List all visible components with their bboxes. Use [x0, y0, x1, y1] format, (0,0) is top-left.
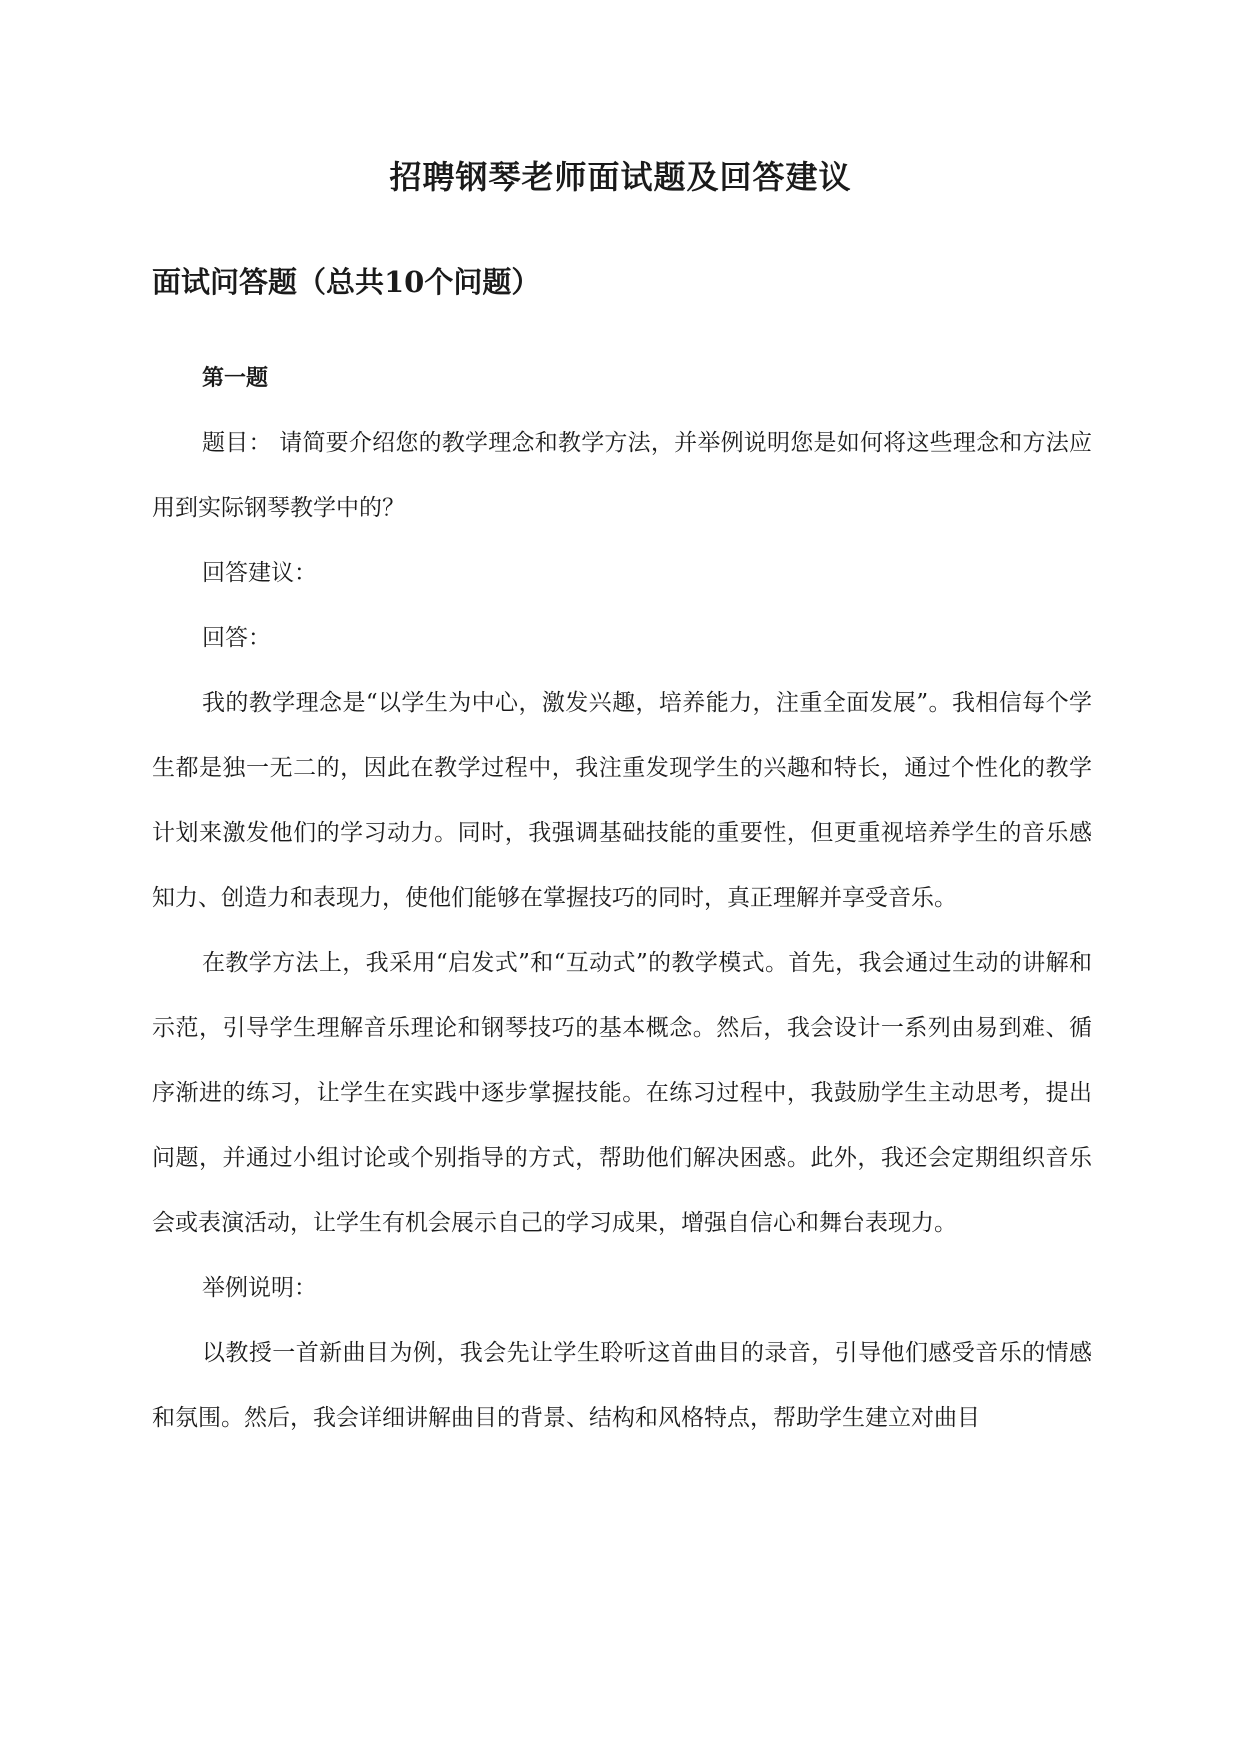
answer-paragraph: 在教学方法上，我采用“启发式”和“互动式”的教学模式。首先，我会通过生动的讲解和示范，引导学生理解音乐理论和钢琴技巧的基本概念。然后，我会设计一系列由易到难、循序渐进的练习，让学生在实践中逐步掌握技能。在练习过程中，我鼓励学生主动思考，提出问题，并通过小组讨论或个别指导的方式，帮助他们解决困惑。此外，我还会定期组织音乐会或表演活动，让学生有机会展示自己的学习成果，增强自信心和舞台表现力。: [152, 950, 1092, 1236]
answer-label: 回答：: [202, 625, 271, 651]
example-paragraph: 以教授一首新曲目为例，我会先让学生聆听这首曲目的录音，引导他们感受音乐的情感和氛围。然后，我会详细讲解曲目的背景、结构和风格特点，帮助学生建立对曲目: [152, 1340, 1092, 1431]
document-title: 招聘钢琴老师面试题及回答建议: [389, 158, 852, 196]
example-label: 举例说明：: [202, 1275, 317, 1301]
section-heading: 面试问答题（总共10个问题）: [152, 265, 541, 299]
question-text: 题目： 请简要介绍您的教学理念和教学方法，并举例说明您是如何将这些理念和方法应用到实际钢琴教学中的？: [152, 430, 1092, 521]
question-label: 第一题: [202, 365, 269, 391]
document-body: [152, 346, 1092, 1451]
advice-label: 回答建议：: [202, 560, 317, 586]
answer-paragraph: 我的教学理念是“以学生为中心，激发兴趣，培养能力，注重全面发展”。我相信每个学生都是独一无二的，因此在教学过程中，我注重发现学生的兴趣和特长，通过个性化的教学计划来激发他们的学习动力。同时，我强调基础技能的重要性，但更重视培养学生的音乐感知力、创造力和表现力，使他们能够在掌握技巧的同时，真正理解并享受音乐。: [152, 690, 1092, 911]
